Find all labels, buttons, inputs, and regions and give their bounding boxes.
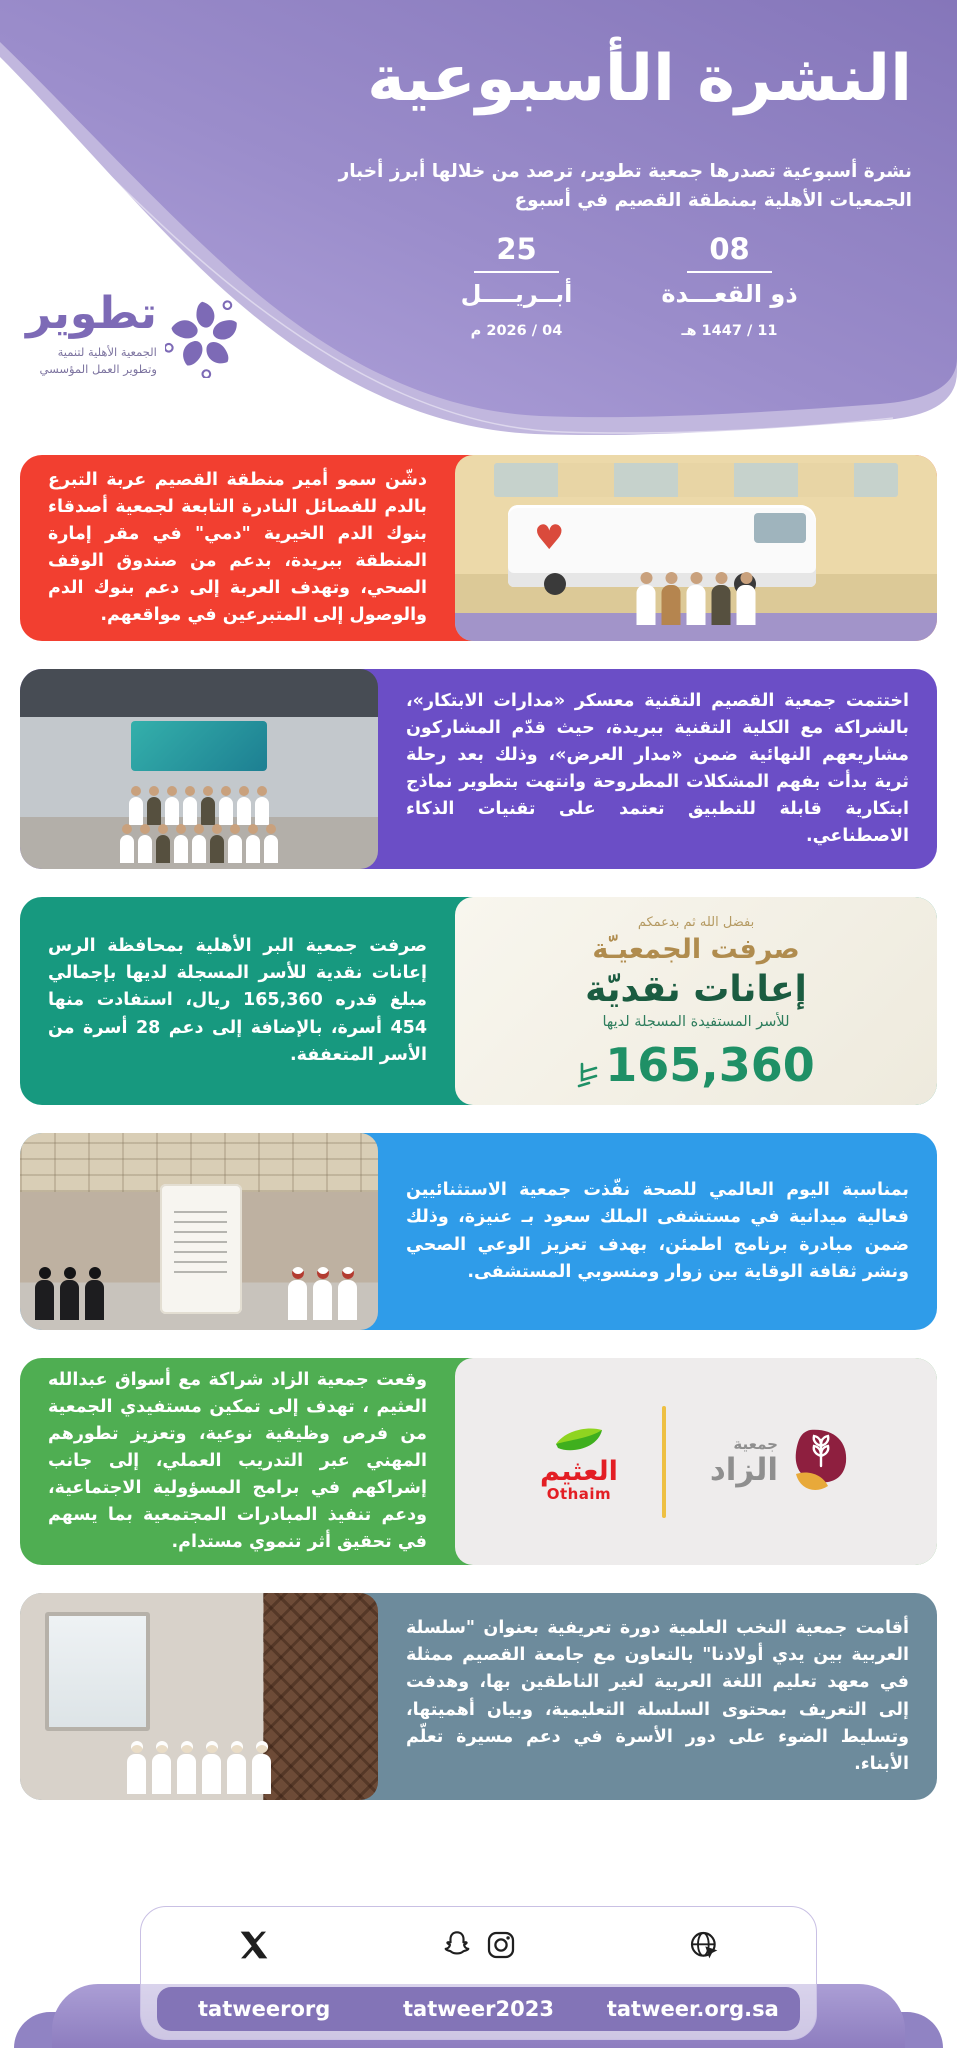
news-text: بمناسبة اليوم العالمي للصحة نفّذت جمعية الاستثنائيين فعالية ميدانية في مستشفى الملك سعود بـ عنيزة، وذلك ضمن مبادرة برنامج اطمئن، بهدف تعزيز الوعي الصحي ونشر ثقافة الوقاية بين زوار ومنسوبي المستشفى. <box>406 1180 909 1282</box>
zad-wheat-emblem-icon <box>788 1426 852 1498</box>
gregorian-day: 25 <box>474 232 558 273</box>
male-staff-figures <box>285 1280 360 1320</box>
heart-icon: ♥ <box>534 518 565 558</box>
instagram-icon[interactable] <box>485 1929 517 1961</box>
news-graphic-cash-aid <box>455 897 937 1105</box>
snapchat-icon[interactable] <box>441 1929 473 1961</box>
news-graphic-partnership-logos <box>455 1358 937 1565</box>
aid-amount <box>577 1037 815 1092</box>
news-photo-innovation-camp-group <box>20 669 378 869</box>
social-handles-bar <box>157 1987 800 2031</box>
riyal-symbol-icon <box>577 1062 599 1088</box>
zad-small-label: جمعية <box>733 1435 778 1454</box>
donation-van-illustration <box>508 505 816 587</box>
rollup-banner <box>160 1184 242 1314</box>
news-cards <box>20 455 937 1828</box>
othaim-english-name: Othaim <box>546 1484 612 1503</box>
news-card-partnership <box>20 1358 937 1565</box>
gregorian-detail: 04 / 2026 م <box>470 323 563 339</box>
page-title: النشرة الأسبوعية <box>367 42 912 116</box>
logo-texts <box>26 288 157 377</box>
social-icons-row <box>141 1929 816 1961</box>
officials-figures <box>634 585 759 625</box>
website-link[interactable]: tatweer.org.sa <box>606 1997 779 2021</box>
aid-blessing-line: بفضل الله ثم بدعمكم <box>637 914 755 930</box>
social-links-card <box>140 1906 817 2040</box>
header <box>0 0 957 452</box>
gregorian-month: أبــريــــل <box>460 280 573 308</box>
news-card-innovation-camp <box>20 669 937 869</box>
website-globe-icon[interactable] <box>688 1929 720 1961</box>
zad-logo <box>710 1426 852 1498</box>
classroom-window <box>45 1612 150 1732</box>
logo-wordmark: تطوير <box>26 288 157 339</box>
news-card-health-day <box>20 1133 937 1330</box>
news-text: صرفت جمعية البر الأهلية بمحافظة الرس إعانات نقدية للأسر المسجلة لديها بإجمالي مبلغ قدره 165,360 ريال، استفادت منها 454 أسرة، بالإضافة إلى دعم 28 أسرة من الأسر المتعففة. <box>48 936 428 1065</box>
page-subtitle: نشرة أسبوعية تصدرها جمعية تطوير، ترصد من خلالها أبرز أخبار الجمعيات الأهلية بمنطقة القصيم في أسبوع <box>338 161 912 211</box>
hijri-detail: 11 / 1447 هـ <box>681 323 778 339</box>
students-figures <box>28 1754 370 1794</box>
news-text: دشّن سمو أمير منطقة القصيم عربة التبرع بالدم للفصائل النادرة التابعة لجمعية أصدقاء بنوك الدم الخيرية "دمي" في مقر إمارة المنطقة ببريدة، بدعم من صندوق الوقف الصحي، وتهدف العربة إلى دعم بنوك الدم والوصول إلى المتبرعين في مواقعهم. <box>48 469 427 626</box>
building-windows <box>494 463 899 497</box>
aid-line2: إعانات نقديّة <box>585 968 807 1010</box>
news-card-blood-van <box>20 455 937 641</box>
issue-dates <box>439 232 807 339</box>
news-photo-health-day-event <box>20 1133 378 1330</box>
hijri-date <box>652 232 807 339</box>
othaim-arabic-name: العثيم <box>540 1456 618 1488</box>
zad-large-label: الزاد <box>709 1451 778 1488</box>
gregorian-date <box>439 232 594 339</box>
news-card-cash-aid <box>20 897 937 1105</box>
tatweer-people-circle-icon <box>165 294 245 378</box>
tatweer-logo <box>26 288 245 378</box>
logo-divider <box>662 1406 666 1518</box>
snapchat-instagram-handle[interactable]: tatweer2023 <box>403 1997 554 2021</box>
aid-amount-number: 165,360 <box>605 1037 815 1092</box>
hijri-month: ذو القعـــدة <box>661 280 798 308</box>
aid-line1: صرفت الجمعيـّة <box>592 933 800 965</box>
footer <box>0 1828 957 2048</box>
hijri-day: 08 <box>687 232 771 273</box>
female-staff-figures <box>32 1280 107 1320</box>
x-twitter-icon[interactable] <box>238 1929 270 1961</box>
x-handle[interactable]: tatweerorg <box>198 1997 331 2021</box>
othaim-leaf-icon <box>552 1420 606 1456</box>
news-text: وقعت جمعية الزاد شراكة مع أسواق عبدالله العثيم ، تهدف إلى تمكين مستفيدي الجمعية من فرص وظيفية نوعية، وتعزيز تطورهم المهني عبر التدريب العملي، إلى جانب إشراكهم في برامج المسؤولية الاجتماعية، ودعم تنفيذ المبادرات المجتمعية بما يسهم في تحقيق أثر تنموي مستدام. <box>48 1369 427 1553</box>
logo-tagline: الجمعية الأهلية لتنمية وتطوير العمل المؤسسي <box>39 345 157 376</box>
othaim-logo <box>540 1420 618 1502</box>
news-text: اختتمت جمعية القصيم التقنية معسكر «مدارات الابتكار»، بالشراكة مع الكلية التقنية ببريدة، حيث قدّم المشاركون مشاريعهم النهائية ضمن «مدار العرض»، وذلك بعد رحلة ثرية بدأت بفهم المشكلات المطروحة وانتهت بتطوير نماذج ابتكارية قابلة للتطبيق تعتمد على تقنيات الذكاء الاصطناعي. <box>406 690 909 847</box>
news-photo-training-course-session <box>20 1593 378 1800</box>
news-text: أقامت جمعية النخب العلمية دورة تعريفية بعنوان "سلسلة العربية بين يدي أولادنا" بالتعاون مع جامعة القصيم ممثلة في معهد تعليم اللغة العربية لغير الناطقين بها، وهدفت إلى التعريف بمحتوى السلسلة التعليمية، وبيان أهميتها، وتسليط الضوء على دور الأسرة في دعم مسيرة تعلّم الأبناء. <box>406 1618 909 1774</box>
news-card-training-course <box>20 1593 937 1800</box>
aid-line3: للأسر المستفيدة المسجلة لديها <box>602 1013 790 1030</box>
news-photo-blood-donation-van <box>455 455 937 641</box>
stage-screen <box>131 721 267 771</box>
